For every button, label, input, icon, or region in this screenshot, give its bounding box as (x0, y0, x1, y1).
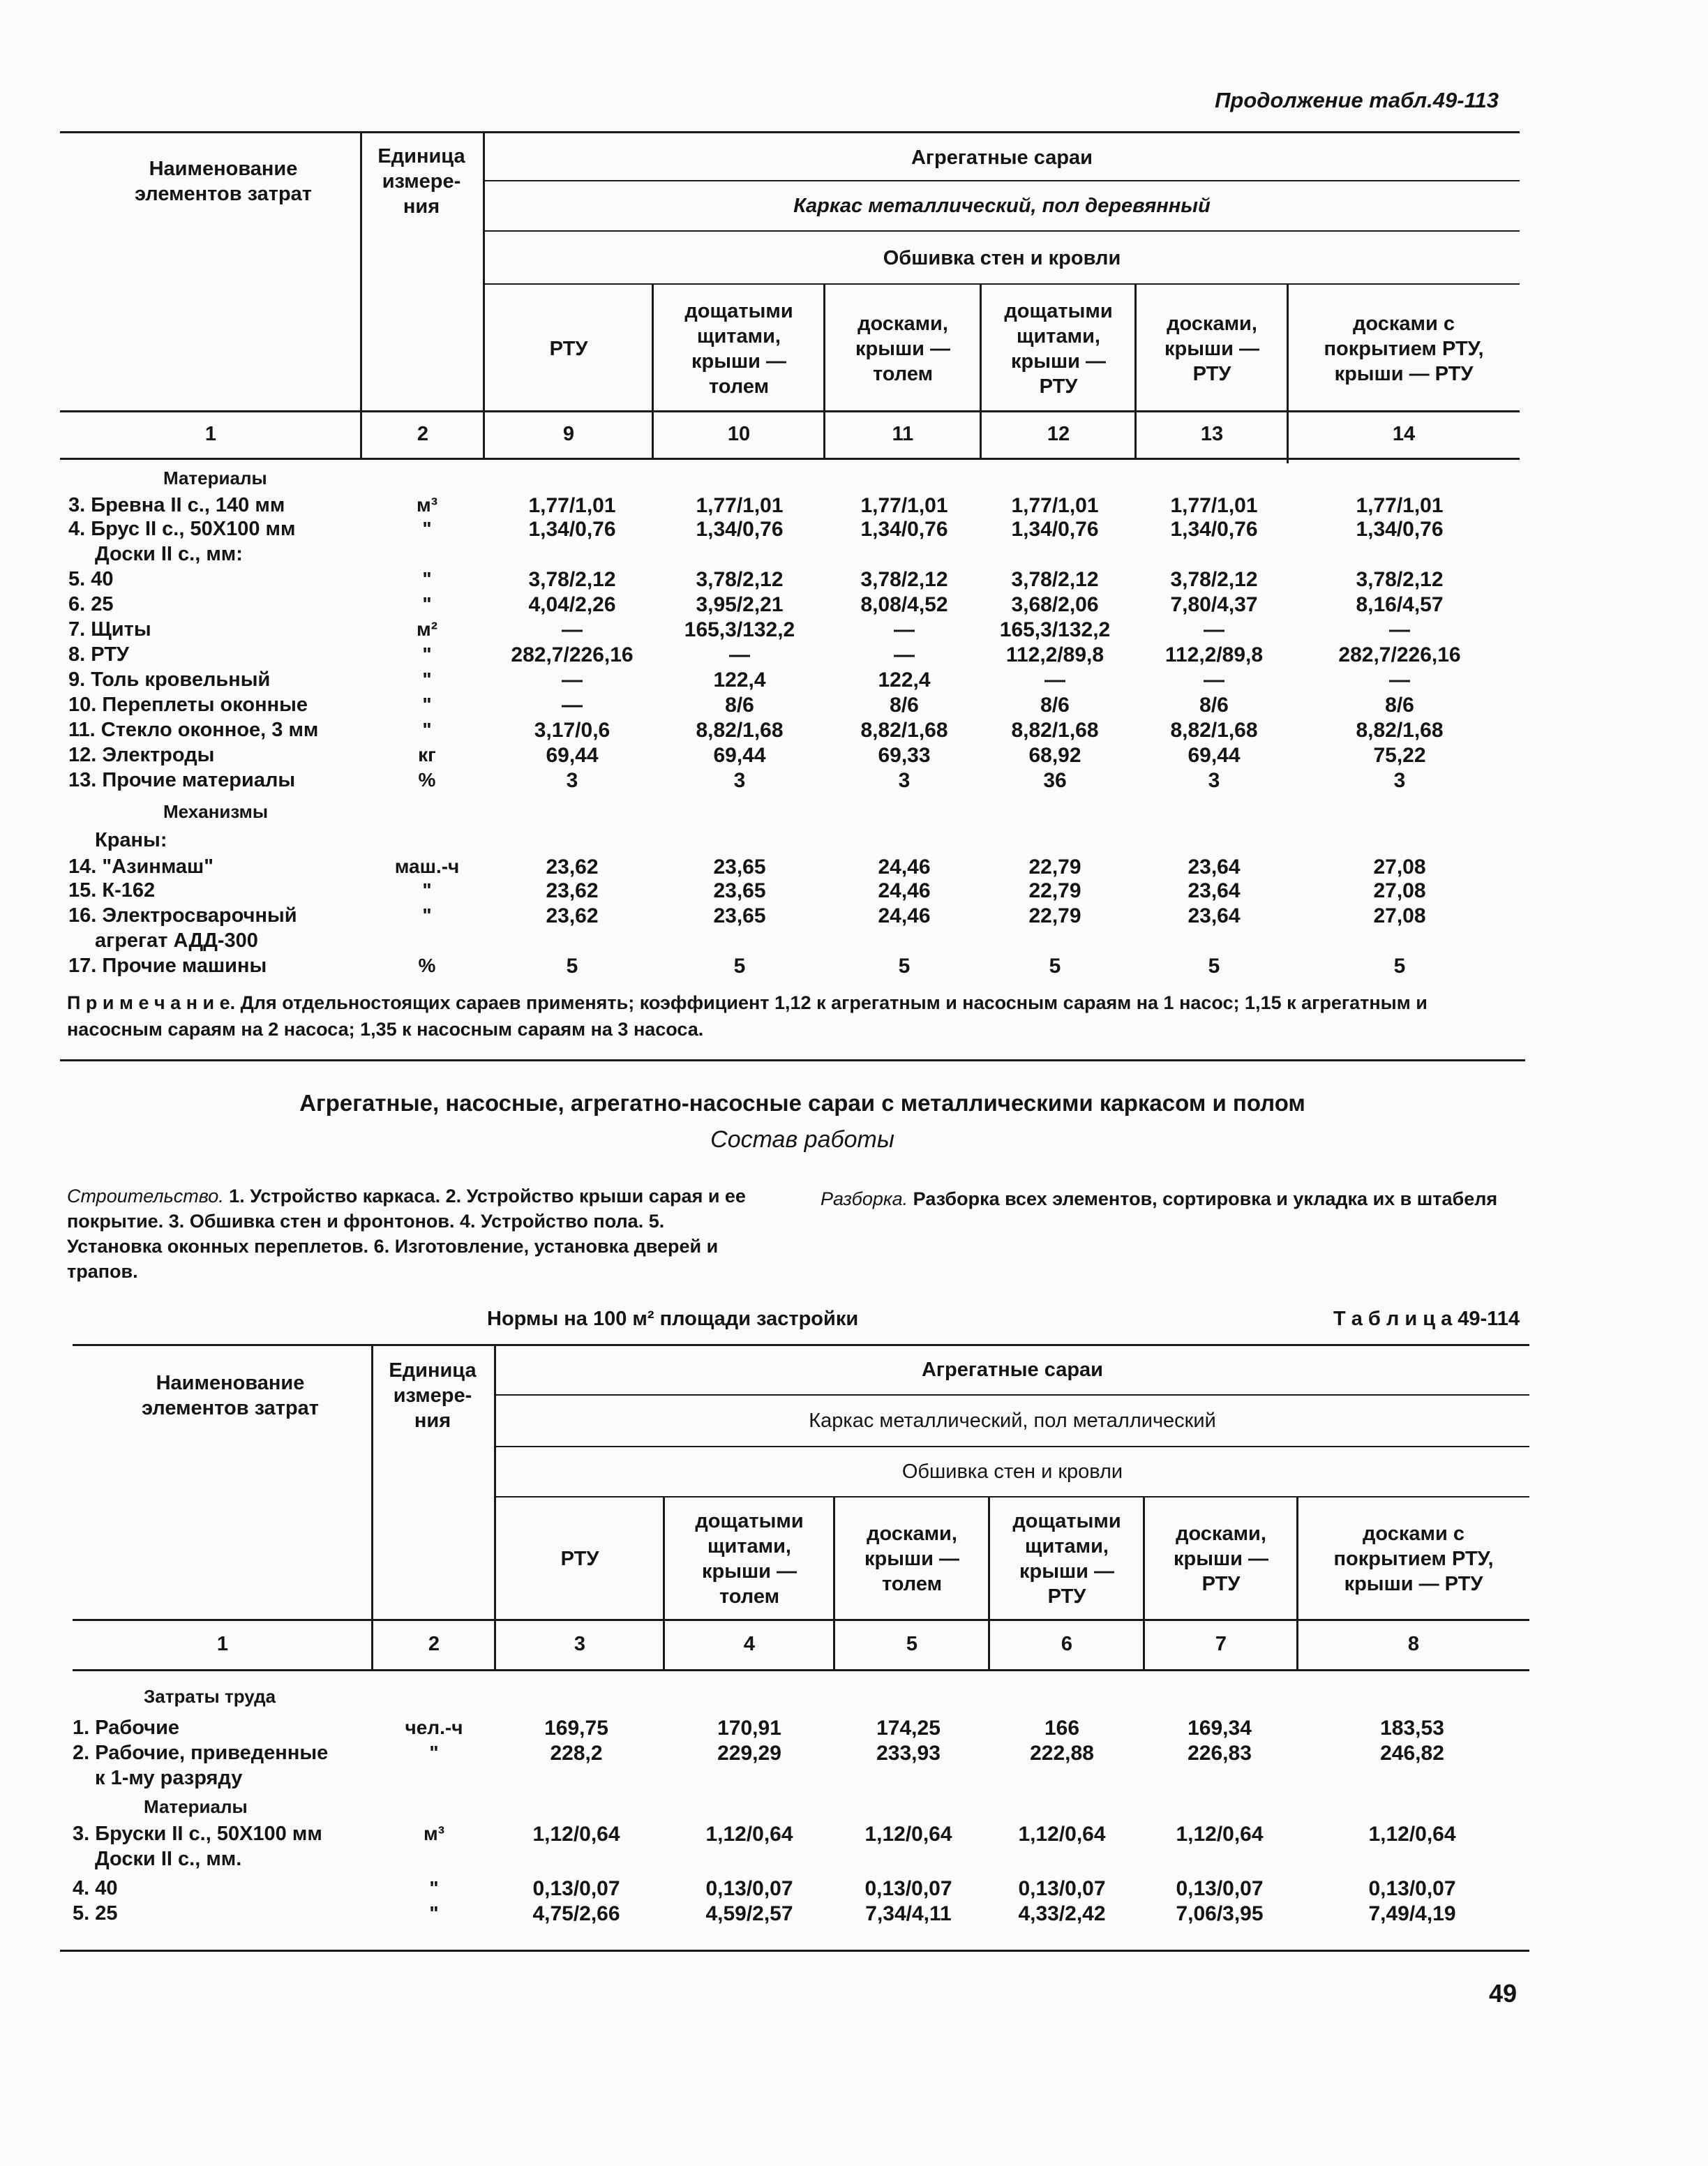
t1-col-number-8: 14 (1392, 423, 1416, 445)
row-value: — (562, 618, 583, 641)
row-value: 1,77/1,01 (1356, 494, 1444, 517)
t2-col-header-4: дощатыми щитами, крыши — РТУ (1012, 1510, 1121, 1608)
row-value: 8,82/1,68 (696, 719, 784, 742)
t1-col-number-7: 13 (1200, 423, 1224, 445)
row-value: 1,34/0,76 (528, 518, 616, 541)
row-value: — (1204, 669, 1224, 692)
row-value: 7,80/4,37 (1170, 593, 1258, 616)
t2-col-header-3: досками, крыши — толем (864, 1523, 960, 1595)
row-value: 1,77/1,01 (1011, 494, 1099, 517)
row-value: 226,83 (1188, 1742, 1252, 1765)
row-value: 169,75 (544, 1717, 608, 1740)
row-unit: чел.-ч (405, 1717, 463, 1738)
header-group-3: Обшивка стен и кровли (883, 247, 1121, 269)
t2-col-header-6: досками с покрытием РТУ, крыши — РТУ (1333, 1523, 1494, 1595)
row-value: 3 (1393, 769, 1406, 792)
row-value: 165,3/132,2 (684, 618, 795, 641)
row-value: 1,34/0,76 (1011, 518, 1099, 541)
row-value: 8,82/1,68 (860, 719, 948, 742)
row-value: 0,13/0,07 (864, 1877, 952, 1900)
row-label: 6. 25 (68, 593, 114, 615)
t1-col-header-6: досками с покрытием РТУ, крыши — РТУ (1324, 313, 1484, 385)
row-value: 8/6 (890, 694, 919, 717)
row-value: 27,08 (1373, 879, 1426, 902)
row-value: 23,65 (713, 879, 766, 902)
row-value: 23,64 (1188, 904, 1241, 927)
row-value: 1,34/0,76 (1170, 518, 1258, 541)
row-value: 22,79 (1028, 904, 1081, 927)
row-value: 24,46 (878, 904, 931, 927)
row-value: 3,78/2,12 (528, 568, 616, 591)
row-value: 1,12/0,64 (1018, 1823, 1106, 1846)
row-value: 112,2/89,8 (1164, 643, 1264, 666)
row-value: 0,13/0,07 (1018, 1877, 1106, 1900)
row-label: 5. 40 (68, 568, 114, 590)
row-value: 27,08 (1373, 904, 1426, 927)
row-value: — (562, 694, 583, 717)
row-label: 4. Брус II с., 50Х100 мм (68, 518, 296, 540)
row-value: 282,7/226,16 (511, 643, 634, 666)
row-value: 22,79 (1028, 856, 1081, 879)
row-unit: " (422, 694, 432, 715)
row-value: 24,46 (878, 879, 931, 902)
t1-col-number-3: 9 (562, 423, 575, 445)
row-value: 36 (1043, 769, 1067, 792)
t2-header-group-3: Обшивка стен и кровли (901, 1461, 1123, 1483)
t2-col-number-5: 5 (906, 1633, 918, 1655)
section-title: Агрегатные, насосные, агрегатно-насосные сараи с металлическими каркасом и полом (299, 1090, 1305, 1116)
row-value: 1,34/0,76 (1356, 518, 1444, 541)
row-unit: " (422, 518, 432, 539)
row-value: 1,12/0,64 (864, 1823, 952, 1846)
row-value: 3 (566, 769, 578, 792)
row-value: 1,12/0,64 (705, 1823, 793, 1846)
row-value: 5 (898, 955, 911, 978)
row-unit: " (422, 568, 432, 590)
row-value: 8,82/1,68 (1011, 719, 1099, 742)
header-group-2: Каркас металлический, пол деревянный (793, 195, 1211, 217)
row-unit: " (429, 1902, 439, 1924)
row-label: 11. Стекло оконное, 3 мм (68, 719, 319, 741)
row-unit: м³ (416, 494, 438, 516)
t2-col-header-2: дощатыми щитами, крыши — толем (695, 1510, 804, 1608)
row-unit: кг (418, 744, 436, 765)
row-value: — (894, 618, 915, 641)
row-value: 1,12/0,64 (532, 1823, 620, 1846)
note-label: П р и м е ч а н и е. (67, 992, 236, 1013)
row-value: 69,44 (1188, 744, 1241, 767)
row-value: 7,49/4,19 (1368, 1902, 1456, 1925)
t1-col-number-1: 1 (204, 423, 217, 445)
t2-col-number-6: 6 (1061, 1633, 1073, 1655)
row-label: Доски II с., мм. (95, 1848, 242, 1870)
row-value: 3,78/2,12 (1356, 568, 1444, 591)
row-value: 3,68/2,06 (1011, 593, 1099, 616)
row-value: 122,4 (878, 669, 931, 692)
row-value: 282,7/226,16 (1338, 643, 1461, 666)
row-value: 8/6 (725, 694, 754, 717)
disassembly-label: Разборка. (821, 1188, 908, 1209)
t1-col-number-5: 11 (892, 423, 914, 445)
row-value: 1,77/1,01 (528, 494, 616, 517)
section-label: Материалы (163, 468, 267, 488)
row-value: 1,77/1,01 (696, 494, 784, 517)
row-value: 7,06/3,95 (1176, 1902, 1264, 1925)
norms-title: Нормы на 100 м² площади застройки (487, 1308, 859, 1330)
row-value: 1,77/1,01 (860, 494, 948, 517)
row-value: 5 (1393, 955, 1406, 978)
row-value: 5 (1049, 955, 1061, 978)
row-value: 1,34/0,76 (696, 518, 784, 541)
row-value: 222,88 (1030, 1742, 1094, 1765)
t1-col-number-4: 10 (727, 423, 751, 445)
build-label: Строительство. (67, 1186, 224, 1207)
row-unit: " (422, 593, 432, 615)
row-label: Доски II с., мм: (95, 543, 243, 565)
t2-col-header-5: досками, крыши — РТУ (1173, 1523, 1269, 1595)
row-value: 169,34 (1188, 1717, 1252, 1740)
t1-col-header-1: РТУ (549, 338, 588, 360)
row-value: 0,13/0,07 (532, 1877, 620, 1900)
disassembly-paragraph (821, 1186, 1527, 1211)
row-label: 2. Рабочие, приведенные (73, 1742, 329, 1764)
row-value: 4,75/2,66 (532, 1902, 620, 1925)
t2-header-group-2: Каркас металлический, пол металлический (809, 1410, 1216, 1432)
row-label: 12. Электроды (68, 744, 215, 766)
row-unit: м² (416, 618, 438, 640)
row-value: 4,33/2,42 (1018, 1902, 1106, 1925)
row-label: 17. Прочие машины (68, 955, 267, 977)
row-value: 1,12/0,64 (1176, 1823, 1264, 1846)
row-value: 0,13/0,07 (1176, 1877, 1264, 1900)
row-value: 112,2/89,8 (1005, 643, 1104, 666)
row-value: 1,77/1,01 (1170, 494, 1258, 517)
row-value: 8,16/4,57 (1356, 593, 1444, 616)
row-value: 0,13/0,07 (1368, 1877, 1456, 1900)
row-value: 3,78/2,12 (860, 568, 948, 591)
row-value: 8,82/1,68 (1356, 719, 1444, 742)
row-value: 23,62 (546, 856, 599, 879)
row-value: — (729, 643, 750, 666)
note-text: Для отдельностоящих сараев применять; коэффициент 1,12 к агрегатным и насосным сараям на 1 насос; 1,15 к агрегатным и насосным сараям на 2 насоса; 1,35 к насосным сараям на 3 насоса. (67, 992, 1428, 1040)
row-label: 3. Бруски II с., 50Х100 мм (73, 1823, 322, 1845)
row-value: 23,65 (713, 856, 766, 879)
row-label: Краны: (95, 829, 167, 851)
row-value: 23,62 (546, 904, 599, 927)
t2-col-number-3: 3 (574, 1633, 586, 1655)
row-value: 69,44 (546, 744, 599, 767)
row-label: 3. Бревна II с., 140 мм (68, 494, 285, 516)
row-label: 13. Прочие материалы (68, 769, 296, 791)
row-value: — (1389, 669, 1410, 692)
row-label: 9. Толь кровельный (68, 669, 271, 691)
row-unit: % (418, 955, 436, 976)
row-value: 4,04/2,26 (528, 593, 616, 616)
row-value: 3,78/2,12 (696, 568, 784, 591)
build-text: 1. Устройство каркаса. 2. Устройство крыши сарая и ее покрытие. 3. Обшивка стен и фронтонов. 4. Устройство пола. 5. Установка оконных переплетов. 6. Изготовление, установка дверей и трапов. (67, 1186, 746, 1282)
build-paragraph (67, 1183, 748, 1284)
row-unit: " (422, 669, 432, 690)
row-value: 23,64 (1188, 879, 1241, 902)
row-value: 183,53 (1380, 1717, 1444, 1740)
section-label: Механизмы (163, 801, 269, 822)
row-unit: " (422, 643, 432, 665)
row-unit: " (422, 904, 432, 926)
t2-header-group-1: Агрегатные сараи (921, 1359, 1104, 1381)
row-value: — (1044, 669, 1065, 692)
row-value: 8/6 (1385, 694, 1414, 717)
t1-col-header-2: дощатыми щитами, крыши — толем (684, 300, 793, 398)
row-value: 122,4 (713, 669, 766, 692)
row-value: — (1389, 618, 1410, 641)
row-value: 5 (733, 955, 746, 978)
row-value: 23,64 (1188, 856, 1241, 879)
row-value: 165,3/132,2 (999, 618, 1111, 641)
row-value: 69,33 (878, 744, 931, 767)
row-value: 174,25 (876, 1717, 941, 1740)
row-value: 27,08 (1373, 856, 1426, 879)
row-value: 7,34/4,11 (865, 1902, 952, 1925)
t2-header-unit: Единица измере-ния (389, 1359, 477, 1432)
t2-col-number-1: 1 (216, 1633, 229, 1655)
row-value: 23,62 (546, 879, 599, 902)
row-value: 3 (733, 769, 746, 792)
row-value: 3,78/2,12 (1170, 568, 1258, 591)
row-label: 5. 25 (73, 1902, 118, 1925)
row-value: 8,82/1,68 (1170, 719, 1258, 742)
row-value: 0,13/0,07 (705, 1877, 793, 1900)
row-value: 3,78/2,12 (1011, 568, 1099, 591)
row-value: 3 (1208, 769, 1220, 792)
row-label: агрегат АДД-300 (95, 929, 258, 952)
row-label: 7. Щиты (68, 618, 151, 641)
t1-col-header-4: дощатыми щитами, крыши — РТУ (1004, 300, 1113, 398)
row-value: — (894, 643, 915, 666)
row-value: 24,46 (878, 856, 931, 879)
row-value: 1,12/0,64 (1368, 1823, 1456, 1846)
row-label: 4. 40 (73, 1877, 118, 1899)
header-unit: Единица измере-ния (377, 145, 465, 218)
row-label: 16. Электросварочный (68, 904, 297, 927)
section-label: Затраты труда (144, 1686, 276, 1707)
row-unit: маш.-ч (394, 856, 460, 877)
row-label: 15. К-162 (68, 879, 156, 902)
row-value: 246,82 (1380, 1742, 1444, 1765)
t1-col-header-3: досками, крыши — толем (855, 313, 951, 385)
t2-col-number-2: 2 (428, 1633, 440, 1655)
header-group-1: Агрегатные сараи (911, 147, 1093, 169)
row-label: 8. РТУ (68, 643, 129, 666)
row-label: 10. Переплеты оконные (68, 694, 308, 716)
disassembly-text: Разборка всех элементов, сортировка и укладка их в штабеля (908, 1188, 1498, 1209)
section-label: Материалы (144, 1796, 248, 1817)
row-label: к 1-му разряду (95, 1767, 243, 1789)
row-value: 3 (898, 769, 911, 792)
row-unit: " (429, 1877, 439, 1899)
section-subtitle: Состав работы (710, 1126, 894, 1153)
t2-col-number-8: 8 (1407, 1633, 1420, 1655)
row-value: 8/6 (1199, 694, 1229, 717)
t1-col-header-5: досками, крыши — РТУ (1164, 313, 1260, 385)
row-value: 5 (1208, 955, 1220, 978)
t2-col-number-4: 4 (743, 1633, 756, 1655)
row-value: 8,08/4,52 (860, 593, 948, 616)
row-value: 229,29 (717, 1742, 781, 1765)
row-label: 1. Рабочие (73, 1717, 180, 1739)
row-value: 233,93 (876, 1742, 941, 1765)
row-value: 3,95/2,21 (696, 593, 784, 616)
row-unit: " (429, 1742, 439, 1763)
t1-col-number-2: 2 (417, 423, 429, 445)
row-value: 3,17/0,6 (534, 719, 610, 742)
t1-col-number-6: 12 (1047, 423, 1070, 445)
header-name: Наименование элементов затрат (134, 158, 312, 205)
row-value: 5 (566, 955, 578, 978)
row-value: 166 (1044, 1717, 1080, 1740)
row-value: — (562, 669, 583, 692)
t2-col-header-1: РТУ (560, 1548, 599, 1570)
row-value: 228,2 (550, 1742, 603, 1765)
t2-col-number-7: 7 (1215, 1633, 1227, 1655)
row-value: 68,92 (1028, 744, 1081, 767)
row-value: 8/6 (1040, 694, 1070, 717)
row-unit: " (422, 719, 432, 740)
row-value: 22,79 (1028, 879, 1081, 902)
row-value: 23,65 (713, 904, 766, 927)
row-value: 4,59/2,57 (705, 1902, 793, 1925)
row-unit: % (418, 769, 436, 791)
t2-header-name: Наименование элементов затрат (141, 1372, 319, 1419)
row-value: — (1204, 618, 1224, 641)
row-value: 1,34/0,76 (860, 518, 948, 541)
row-unit: м³ (423, 1823, 445, 1844)
row-value: 75,22 (1373, 744, 1426, 767)
row-label: 14. "Азинмаш" (68, 856, 214, 878)
page-number: 49 (1488, 1979, 1517, 2008)
row-value: 170,91 (717, 1717, 781, 1740)
table-caption: Продолжение табл.49-113 (1215, 88, 1499, 112)
row-unit: " (422, 879, 432, 901)
table-number: Т а б л и ц а 49-114 (1333, 1308, 1520, 1330)
row-value: 69,44 (713, 744, 766, 767)
table-note (67, 989, 1527, 1043)
